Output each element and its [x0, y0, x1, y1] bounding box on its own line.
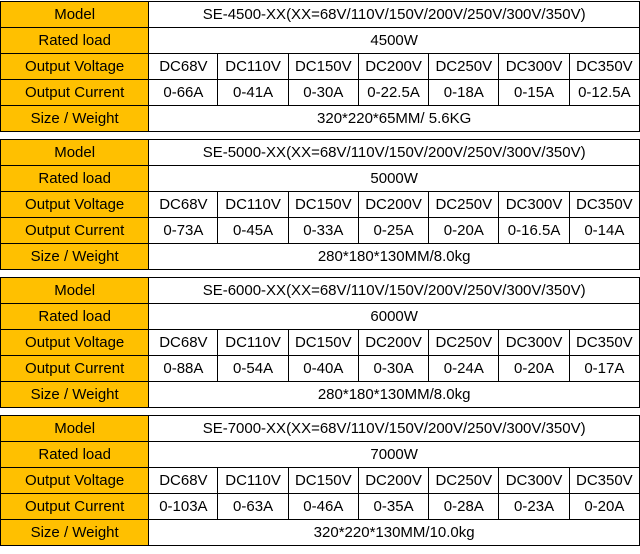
voltage-cell: DC110V	[218, 192, 288, 218]
size-weight-value: 280*180*130MM/8.0kg	[149, 382, 640, 408]
voltage-cell: DC350V	[569, 54, 639, 80]
spec-table	[0, 139, 640, 270]
voltage-cell: DC250V	[429, 54, 499, 80]
model-row	[1, 416, 640, 442]
model-value: SE-6000-XX(XX=68V/110V/150V/200V/250V/300V/350V)	[149, 278, 640, 304]
voltage-cell: DC68V	[149, 468, 218, 494]
rated-load-row	[1, 442, 640, 468]
row-label-output-voltage: Output Voltage	[1, 192, 149, 218]
spec-table	[0, 1, 640, 132]
row-label-size-weight: Size / Weight	[1, 244, 149, 270]
model-value: SE-4500-XX(XX=68V/110V/150V/200V/250V/300V/350V)	[149, 2, 640, 28]
rated-load-value: 5000W	[149, 166, 640, 192]
voltage-cell: DC200V	[358, 192, 428, 218]
current-cell: 0-73A	[149, 218, 218, 244]
row-label-rated-load: Rated load	[1, 304, 149, 330]
voltage-cell: DC200V	[358, 330, 428, 356]
row-label-size-weight: Size / Weight	[1, 382, 149, 408]
current-cell: 0-24A	[429, 356, 499, 382]
current-cell: 0-40A	[288, 356, 358, 382]
row-label-rated-load: Rated load	[1, 442, 149, 468]
current-cell: 0-30A	[358, 356, 428, 382]
output-voltage-row	[1, 54, 640, 80]
current-cell: 0-16.5A	[499, 218, 569, 244]
row-label-output-current: Output Current	[1, 218, 149, 244]
output-voltage-row	[1, 330, 640, 356]
size-weight-row	[1, 106, 640, 132]
row-label-size-weight: Size / Weight	[1, 520, 149, 546]
model-row	[1, 2, 640, 28]
current-cell: 0-20A	[499, 356, 569, 382]
current-cell: 0-20A	[429, 218, 499, 244]
model-value: SE-5000-XX(XX=68V/110V/150V/200V/250V/300V/350V)	[149, 140, 640, 166]
voltage-cell: DC150V	[288, 330, 358, 356]
voltage-cell: DC68V	[149, 54, 218, 80]
current-cell: 0-18A	[429, 80, 499, 106]
row-label-model: Model	[1, 2, 149, 28]
current-cell: 0-46A	[288, 494, 358, 520]
voltage-cell: DC350V	[569, 192, 639, 218]
current-cell: 0-41A	[218, 80, 288, 106]
spec-table	[0, 277, 640, 408]
size-weight-value: 320*220*65MM/ 5.6KG	[149, 106, 640, 132]
output-current-row	[1, 80, 640, 106]
current-cell: 0-23A	[499, 494, 569, 520]
current-cell: 0-30A	[288, 80, 358, 106]
voltage-cell: DC68V	[149, 192, 218, 218]
row-label-output-current: Output Current	[1, 80, 149, 106]
voltage-cell: DC200V	[358, 468, 428, 494]
output-current-row	[1, 356, 640, 382]
row-label-model: Model	[1, 416, 149, 442]
size-weight-row	[1, 382, 640, 408]
current-cell: 0-33A	[288, 218, 358, 244]
spec-table-4	[0, 415, 640, 546]
voltage-cell: DC110V	[218, 330, 288, 356]
current-cell: 0-25A	[358, 218, 428, 244]
current-cell: 0-22.5A	[358, 80, 428, 106]
current-cell: 0-20A	[569, 494, 639, 520]
voltage-cell: DC110V	[218, 468, 288, 494]
model-row	[1, 278, 640, 304]
row-label-rated-load: Rated load	[1, 166, 149, 192]
spec-table-3	[0, 277, 640, 408]
voltage-cell: DC300V	[499, 54, 569, 80]
current-cell: 0-88A	[149, 356, 218, 382]
row-label-size-weight: Size / Weight	[1, 106, 149, 132]
size-weight-row	[1, 520, 640, 546]
voltage-cell: DC300V	[499, 468, 569, 494]
row-label-rated-load: Rated load	[1, 28, 149, 54]
current-cell: 0-54A	[218, 356, 288, 382]
row-label-output-voltage: Output Voltage	[1, 330, 149, 356]
voltage-cell: DC250V	[429, 192, 499, 218]
current-cell: 0-28A	[429, 494, 499, 520]
current-cell: 0-15A	[499, 80, 569, 106]
rated-load-row	[1, 28, 640, 54]
row-label-output-current: Output Current	[1, 494, 149, 520]
row-label-output-voltage: Output Voltage	[1, 468, 149, 494]
voltage-cell: DC200V	[358, 54, 428, 80]
rated-load-value: 6000W	[149, 304, 640, 330]
spec-table-1	[0, 1, 640, 132]
rated-load-row	[1, 166, 640, 192]
output-current-row	[1, 218, 640, 244]
voltage-cell: DC150V	[288, 54, 358, 80]
size-weight-row	[1, 244, 640, 270]
row-label-output-voltage: Output Voltage	[1, 54, 149, 80]
row-label-model: Model	[1, 278, 149, 304]
voltage-cell: DC300V	[499, 330, 569, 356]
voltage-cell: DC250V	[429, 468, 499, 494]
output-current-row	[1, 494, 640, 520]
current-cell: 0-66A	[149, 80, 218, 106]
output-voltage-row	[1, 192, 640, 218]
model-row	[1, 140, 640, 166]
spec-table-2	[0, 139, 640, 270]
current-cell: 0-103A	[149, 494, 218, 520]
row-label-model: Model	[1, 140, 149, 166]
voltage-cell: DC68V	[149, 330, 218, 356]
voltage-cell: DC350V	[569, 468, 639, 494]
current-cell: 0-35A	[358, 494, 428, 520]
voltage-cell: DC350V	[569, 330, 639, 356]
voltage-cell: DC150V	[288, 468, 358, 494]
voltage-cell: DC150V	[288, 192, 358, 218]
rated-load-value: 4500W	[149, 28, 640, 54]
current-cell: 0-12.5A	[569, 80, 639, 106]
voltage-cell: DC110V	[218, 54, 288, 80]
current-cell: 0-45A	[218, 218, 288, 244]
spec-table	[0, 415, 640, 546]
rated-load-value: 7000W	[149, 442, 640, 468]
current-cell: 0-14A	[569, 218, 639, 244]
output-voltage-row	[1, 468, 640, 494]
size-weight-value: 320*220*130MM/10.0kg	[149, 520, 640, 546]
current-cell: 0-17A	[569, 356, 639, 382]
size-weight-value: 280*180*130MM/8.0kg	[149, 244, 640, 270]
voltage-cell: DC300V	[499, 192, 569, 218]
current-cell: 0-63A	[218, 494, 288, 520]
model-value: SE-7000-XX(XX=68V/110V/150V/200V/250V/300V/350V)	[149, 416, 640, 442]
row-label-output-current: Output Current	[1, 356, 149, 382]
rated-load-row	[1, 304, 640, 330]
voltage-cell: DC250V	[429, 330, 499, 356]
